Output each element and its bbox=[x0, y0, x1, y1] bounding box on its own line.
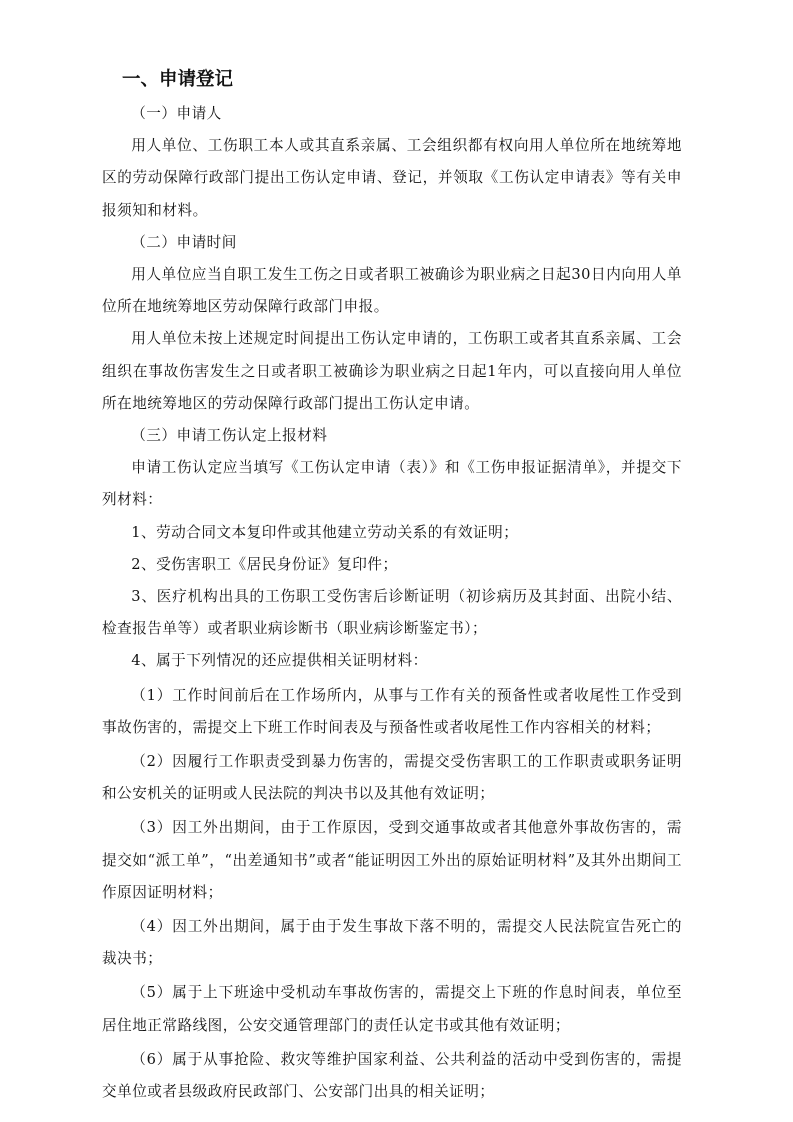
list-item: 4、属于下列情况的还应提供相关证明材料： bbox=[131, 652, 428, 670]
list-item: 1、劳动合同文本复印件或其他建立劳动关系的有效证明； bbox=[131, 523, 519, 541]
document-body bbox=[102, 62, 682, 1108]
sub-list-item: （1）工作时间前后在工作场所内，从事与工作有关的预备性或者收尾性工作受到事故伤害的，需提交上下班工作时间表及与预备性或者收尾性工作内容相关的材料； bbox=[102, 686, 682, 736]
paragraph-materials-intro: 申请工伤认定应当填写《工伤认定申请（表）》和《工伤申报证据清单》，并提交下列材料： bbox=[102, 459, 682, 509]
paragraph-time-limit: 用人单位应当自职工发生工伤之日或者职工被确诊为职业病之日起30日内向用人单位所在地统筹地区劳动保障行政部门申报。 bbox=[102, 266, 682, 316]
subsection-title-materials: （三）申请工伤认定上报材料 bbox=[131, 427, 328, 445]
sub-list-item: （2）因履行工作职责受到暴力伤害的，需提交受伤害职工的工作职责或职务证明和公安机关的证明或人民法院的判决书以及其他有效证明； bbox=[102, 753, 682, 803]
section-heading: 一、申请登记 bbox=[122, 69, 234, 90]
sub-list-item: （5）属于上下班途中受机动车事故伤害的，需提交上下班的作息时间表，单位至居住地正常路线图，公安交通管理部门的责任认定书或其他有效证明； bbox=[102, 984, 682, 1034]
list-item: 2、受伤害职工《居民身份证》复印件； bbox=[131, 555, 398, 573]
sub-list-item: （6）属于从事抢险、救灾等维护国家利益、公共利益的活动中受到伤害的，需提交单位或者县级政府民政部门、公安部门出具的相关证明； bbox=[102, 1050, 682, 1101]
sub-list-item: （3）因工外出期间，由于工作原因，受到交通事故或者其他意外事故伤害的，需提交如“派工单”，“出差通知书”或者“能证明因工外出的原始证明材料”及其外出期间工作原因证明材料； bbox=[102, 819, 682, 901]
paragraph-late-application: 用人单位未按上述规定时间提出工伤认定申请的，工伤职工或者其直系亲属、工会组织在事故伤害发生之日或者职工被确诊为职业病之日起1年内，可以直接向用人单位所在地统筹地区的劳动保障行政部门提出工伤认定申请。 bbox=[102, 330, 682, 412]
list-item: 3、医疗机构出具的工伤职工受伤害后诊断证明（初诊病历及其封面、出院小结、检查报告单等）或者职业病诊断书（职业病诊断鉴定书）； bbox=[102, 588, 682, 638]
subsection-title-time: （二）申请时间 bbox=[131, 233, 237, 251]
paragraph-applicant: 用人单位、工伤职工本人或其直系亲属、工会组织都有权向用人单位所在地统筹地区的劳动保障行政部门提出工伤认定申请、登记，并领取《工伤认定申请表》等有关申报须知和材料。 bbox=[102, 137, 682, 219]
sub-list-item: （4）因工外出期间，属于由于发生事故下落不明的，需提交人民法院宣告死亡的裁决书； bbox=[102, 918, 682, 968]
subsection-title-applicant: （一）申请人 bbox=[131, 105, 222, 122]
